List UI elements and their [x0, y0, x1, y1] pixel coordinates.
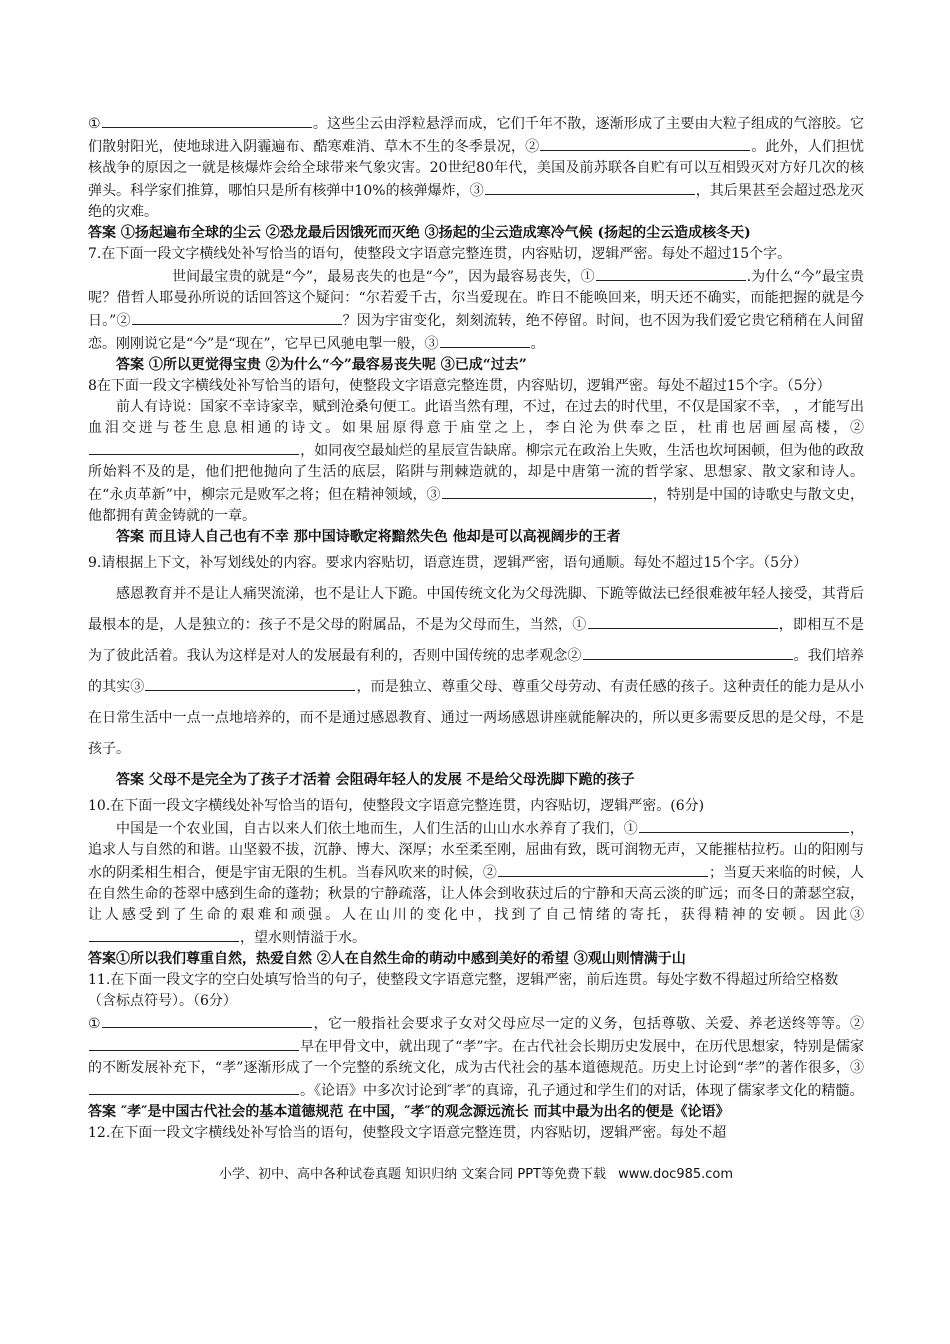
page-footer — [88, 1163, 864, 1182]
passage-text: ？因为宇宙变化，刻刻流转，绝不停留。时间，也不因为我们爱它贵它稍稍在人间留恋。刚刚说它是“今”是“现在”，它早已风驰电掣一般，③ — [88, 313, 864, 352]
passage-text: 中国是一个农业国，自古以来人们依土地而生，人们生活的山山水水养育了我们， — [116, 821, 624, 837]
blank-marker: ② — [525, 139, 540, 155]
passage-9 — [88, 579, 864, 765]
document-body — [88, 112, 864, 1144]
blank-marker: ③ — [469, 183, 484, 199]
passage-text: ，其后果甚至会超过恐龙灭绝的灾难。 — [88, 183, 865, 220]
passage-text: 。此外，人们担忧核战争的原因之一就是核爆炸会给全球带来气象灾害。20世纪80年代，美国及前苏联各自贮有可以互相毁灭对方好几次的核弹头。科学家们推算，哪怕只是所有核弹中10%的核弹爆炸， — [88, 139, 865, 199]
question-7: 7.在下面一段文字横线处补写恰当的语句，使整段文字语意完整连贯，内容贴切，逻辑严密。每处不超过15个字。 — [88, 246, 792, 262]
passage-text: ，即相互不是为了彼此活着。我认为这样是对人的发展最有利的，否则中国传统的忠孝观念② — [88, 617, 865, 664]
passage-7 — [88, 265, 864, 355]
blank-marker: ② — [116, 313, 131, 329]
answer-blank[interactable] — [583, 644, 793, 660]
blank-marker: ① — [88, 1016, 102, 1032]
question-11: 11.在下面一段文字的空白处填写恰当的句子，使整段文字语意完整，逻辑严密，前后连贯。每处字数不得超过所给空格数（含标点符号）。（6分） — [88, 972, 839, 1009]
passage-text: ，追求人与自然的和谐。山坚毅不拔，沉静、博大、深厚；水至柔至刚，屈曲有致，既可润物无声，又能摧枯拉朽。山的阳刚与水的阴柔相生相合，便是宇宙无限的生机。当春风吹来的时候，② — [88, 821, 865, 881]
passage-text: 。我们培养的其实③ — [88, 648, 865, 695]
passage-text: 感恩教育并不是让人痛哭流涕，也不是让人下跪。中国传统文化为父母洗脚、下跪等做法已经很难被年轻人接受，其背后最根本的是，人是独立的：孩子不是父母的附属品，不是为父母而生，当然， — [88, 586, 864, 633]
passage-text: 。这些尘云由浮粒悬浮而成，它们千年不散，逐渐形成了主要由大粒子组成的气溶胶。它们散射阳光，使地球进入阴霾遍布、酷寒难消、草木不生的冬季景况， — [88, 116, 864, 155]
answer-blank[interactable] — [540, 135, 750, 151]
answer-blank[interactable] — [102, 112, 312, 128]
blank-marker: ① — [580, 269, 595, 285]
passage-text: ，而是独立、尊重父母、尊重父母劳动、有责任感的孩子。这种责任的能力是从小在日常生活中一点一点地培养的，而不是通过感恩教育、通过一两场感恩讲座就能解决的，所以更多需要反思的是父母，不是孩子。 — [88, 679, 865, 757]
passage-text: ；当夏天来临的时候，人在自然生命的苍翠中感到生命的蓬勃；秋景的宁静疏落，让人体会到收获过后的宁静和天高云淡的旷远；而冬日的萧瑟空寂，让人感受到了生命的艰难和顽强。人在山川的变化中，找到了自己情绪的寄托，获得精神的安顿。因此③ — [88, 865, 865, 923]
question-10: 10.在下面一段文字横线处补写恰当的语句，使整段文字语意完整连贯，内容贴切，逻辑严密。(6分) — [88, 798, 705, 814]
passage-text: ，特别是中国的诗歌史与散文史，他都拥有黄金铸就的一章。 — [88, 487, 864, 524]
answer-10: 答案①所以我们尊重自然，热爱自然 ②人在自然生命的萌动中感到美好的希望 ③观山则情满于山 — [88, 951, 686, 967]
passage-text: 前人有诗说：国家不幸诗家幸，赋到沧桑句便工。此语当然有理，不过，在过去的时代里，不仅是国家不幸， ，才能写出血泪交迸与苍生息息相通的诗文。如果屈原得意于庙堂之上，李白沦为供奉之臣，杜甫也居画屋高楼，② — [88, 399, 864, 436]
passage-text: ，它一般指社会要求子女对父母应尽一定的义务，包括尊敬、关爱、养老送终等等。② — [313, 1016, 864, 1032]
answer-blank[interactable] — [89, 1079, 299, 1095]
answer-blank[interactable] — [89, 926, 239, 942]
passage-text: .为什么“今”最宝贵呢？借哲人耶曼孙所说的话回答这个疑问：“尔若爱千古，尔当爱现在。昨日不能唤回来，明天还不确实，而能把握的就是今日。” — [88, 269, 864, 329]
footer-text: 小学、初中、高中各种试卷真题 知识归纳 文案合同 PPT等免费下载 — [218, 1167, 606, 1182]
passage-text: 早在甲骨文中，就出现了“孝”字。在古代社会长期历史发展中，在历代思想家，特别是儒家的不断发展补充下，“孝”逐渐形成了一个完整的系统文化，成为古代社会的基本道德规范。历史上讨论到“孝”的著作很多，③ — [88, 1039, 864, 1076]
answer-blank[interactable] — [639, 817, 849, 833]
answer-blank[interactable] — [89, 1035, 299, 1051]
passage-8 — [88, 397, 864, 527]
passage-text: 。 — [530, 336, 545, 352]
passage-11 — [88, 1012, 864, 1102]
question-8: 8在下面一段文字横线处补写恰当的语句，使整段文字语意完整连贯，内容贴切，逻辑严密。每处不超过15个字。（5分） — [88, 378, 831, 394]
section-9 — [88, 548, 864, 796]
answer-blank[interactable] — [132, 309, 342, 325]
answer-9: 答案 父母不是完全为了孩子才活着 会阻碍年轻人的发展 不是给父母洗脚下跪的孩子 — [116, 772, 635, 788]
answer-blank[interactable] — [440, 332, 530, 348]
answer-blank[interactable] — [588, 613, 778, 629]
answer-6: 答案 ①扬起遍布全球的尘云 ②恐龙最后因饿死而灭绝 ③扬起的尘云造成寒冷气候 (扬起的尘云造成核冬天) — [88, 225, 751, 241]
blank-marker: ① — [623, 821, 638, 837]
footer-link[interactable]: www.doc985.com — [618, 1167, 734, 1182]
passage-10 — [88, 817, 864, 949]
passage-text: ，望水则情溢于水。 — [240, 930, 366, 946]
answer-blank[interactable] — [442, 483, 652, 499]
question-9: 9.请根据上下文，补写划线处的内容。要求内容贴切，语意连贯，逻辑严密，语句通顺。每处不超过15个字。（5分） — [88, 555, 808, 571]
answer-blank[interactable] — [89, 439, 299, 455]
passage-6 — [88, 112, 864, 223]
passage-text: ，如同夜空最灿烂的星辰宣告缺席。柳宗元在政治上失败，生活也坎坷困顿，但为他的政敌所始料不及的是，他们把他抛向了生活的底层，陷阱与荆棘造就的，却是中唐第一流的哲学家、思想家、散文家和诗人。在“永贞革新”中，柳宗元是败军之将；但在精神领域，③ — [88, 443, 864, 503]
passage-text: 。《论语》中多次讨论到″孝″的真谛，孔子通过和学生们的对话，体现了儒家孝文化的精髓。 — [300, 1083, 864, 1099]
question-12: 12.在下面一段文字横线处补写恰当的语句，使整段文字语意完整连贯，内容贴切，逻辑严密。每处不超 — [88, 1125, 727, 1141]
answer-blank[interactable] — [498, 861, 708, 877]
answer-blank[interactable] — [102, 1012, 312, 1028]
answer-blank[interactable] — [485, 179, 695, 195]
blank-marker: ① — [572, 617, 587, 633]
answer-11: 答案 ″孝″是中国古代社会的基本道德规范 在中国，″孝″的观念源远流长 而其中最为出名的便是《论语》 — [88, 1104, 730, 1120]
answer-8: 答案 而且诗人自己也有不幸 那中国诗歌定将黯然失色 他却是可以高视阔步的王者 — [116, 529, 621, 545]
answer-blank[interactable] — [596, 265, 746, 281]
answer-blank[interactable] — [145, 675, 355, 691]
passage-text: 世间最宝贵的就是“今”，最易丧失的也是“今”，因为最容易丧失， — [172, 269, 581, 285]
blank-marker: ① — [88, 116, 101, 132]
answer-7: 答案 ①所以更觉得宝贵 ②为什么“今”最容易丧失呢 ③已成“过去” — [116, 357, 527, 373]
